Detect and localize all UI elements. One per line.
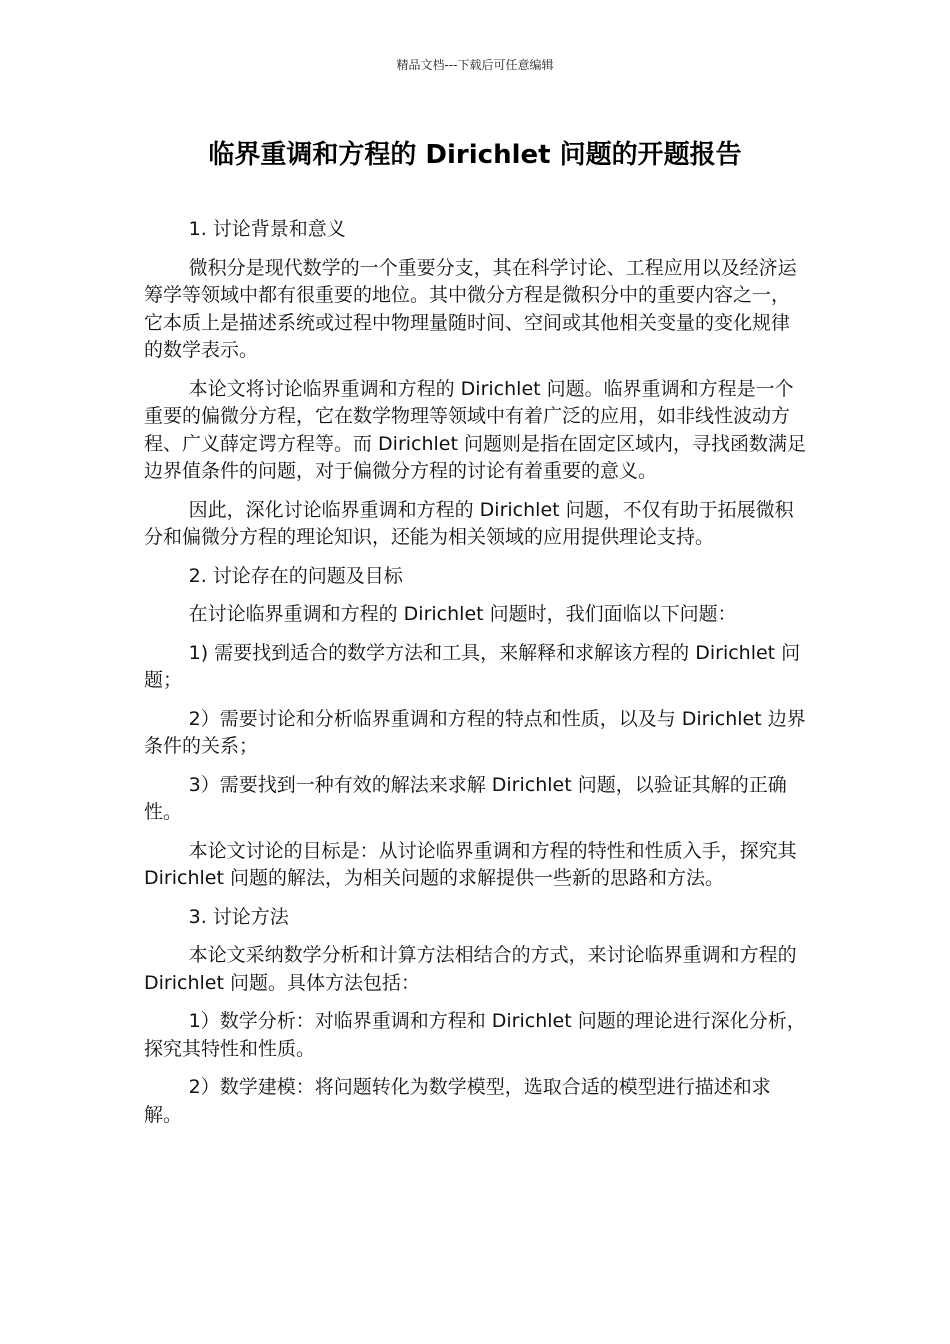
list-item-problem-2: 2）需要讨论和分析临界重调和方程的特点和性质，以及与 Dirichlet 边界条件的关系； <box>144 707 806 757</box>
list-item-method-1: 1）数学分析：对临界重调和方程和 Dirichlet 问题的理论进行深化分析，探究其特性和性质。 <box>144 1010 806 1060</box>
paragraph: 本论文采纳数学分析和计算方法相结合的方式，来讨论临界重调和方程的 Dirichlet 问题。具体方法包括： <box>144 944 797 994</box>
header-note: 精品文档---下载后可任意编辑 <box>396 58 554 72</box>
list-item-method-2: 2）数学建模：将问题转化为数学模型，选取合适的模型进行描述和求解。 <box>144 1076 771 1126</box>
section-heading-problems: 2. 讨论存在的问题及目标 <box>188 564 403 587</box>
list-item-problem-1: 1) 需要找到适合的数学方法和工具，来解释和求解该方程的 Dirichlet 问题； <box>144 641 801 691</box>
document-body <box>144 216 808 1140</box>
list-item-problem-3: 3）需要找到一种有效的解法来求解 Dirichlet 问题，以验证其解的正确性。 <box>144 773 787 823</box>
paragraph: 微积分是现代数学的一个重要分支，其在科学讨论、工程应用以及经济运筹学等领域中都有很重要的地位。其中微分方程是微积分中的重要内容之一，它本质上是描述系统或过程中物理量随时间、空间或其他相关变量的变化规律的数学表示。 <box>144 256 797 361</box>
paragraph: 本论文将讨论临界重调和方程的 Dirichlet 问题。临界重调和方程是一个重要的偏微分方程，它在数学物理等领域中有着广泛的应用，如非线性波动方程、广义薛定谔方程等。而 Dirichlet 问题则是指在固定区域内，寻找函数满足边界值条件的问题，对于偏微分方程的讨论有着重要的意义。 <box>144 377 806 482</box>
paragraph: 在讨论临界重调和方程的 Dirichlet 问题时，我们面临以下问题： <box>188 603 737 625</box>
section-heading-methods: 3. 讨论方法 <box>188 905 289 928</box>
paragraph: 因此，深化讨论临界重调和方程的 Dirichlet 问题，不仅有助于拓展微积分和偏微分方程的理论知识，还能为相关领域的应用提供理论支持。 <box>144 498 794 548</box>
document-title: 临界重调和方程的 Dirichlet 问题的开题报告 <box>208 140 742 170</box>
section-heading-background: 1. 讨论背景和意义 <box>188 218 346 240</box>
paragraph: 本论文讨论的目标是：从讨论临界重调和方程的特性和性质入手，探究其 Dirichlet 问题的解法，为相关问题的求解提供一些新的思路和方法。 <box>144 839 797 889</box>
